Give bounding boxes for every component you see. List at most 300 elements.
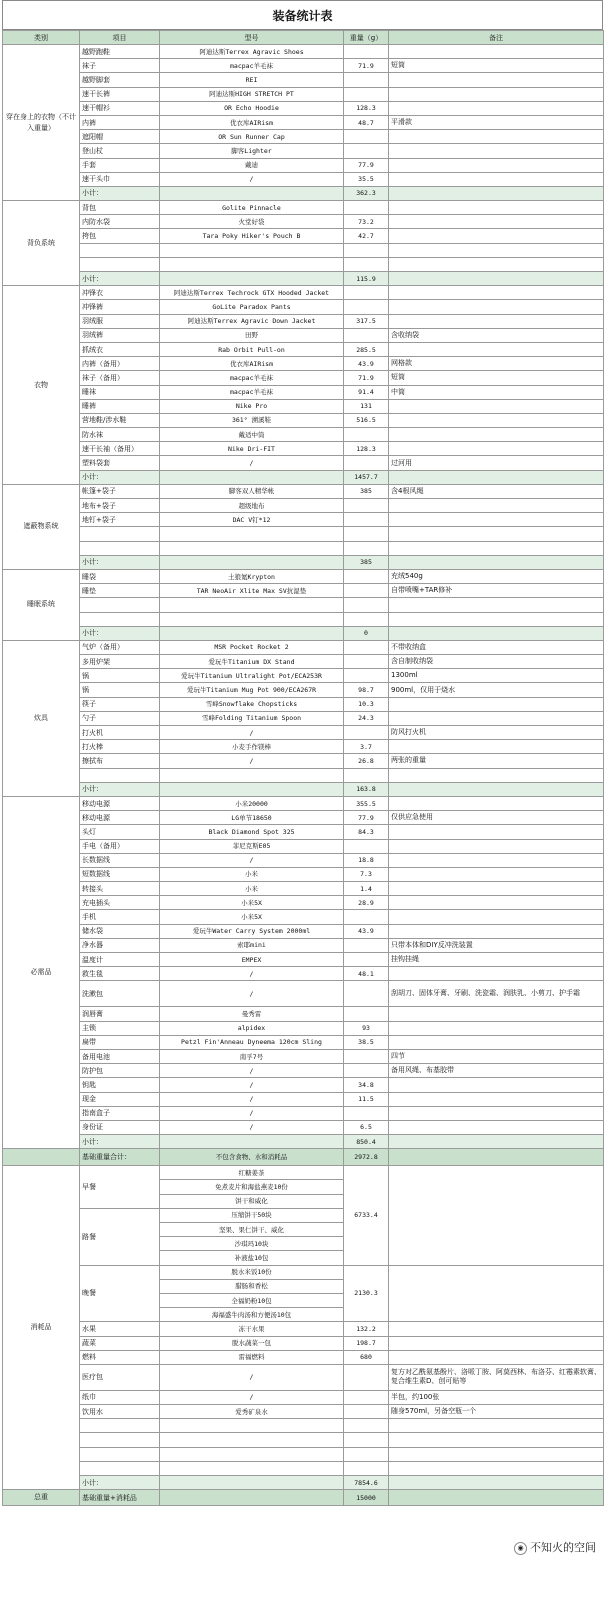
item-cell: 抓绒衣: [80, 342, 160, 356]
model-cell: MSR Pocket Rocket 2: [160, 640, 344, 654]
note-cell: 含自制收纳袋: [389, 655, 604, 669]
subtotal-model-cell: [160, 272, 344, 286]
item-cell: 多用炉架: [80, 655, 160, 669]
meal-note-cell: [389, 1265, 604, 1322]
table-row: [3, 1350, 604, 1364]
table-row: [3, 101, 604, 115]
model-cell: [160, 541, 344, 555]
item-cell: 羽绒服: [80, 314, 160, 328]
header-row: [3, 31, 604, 45]
table-row: [3, 456, 604, 470]
weight-cell: [344, 910, 389, 924]
weight-cell: 18.8: [344, 853, 389, 867]
category-cell: 衣物: [3, 286, 80, 485]
model-cell: /: [160, 853, 344, 867]
table-row: [3, 87, 604, 101]
weight-cell: 10.3: [344, 697, 389, 711]
item-cell: 指南盒子: [80, 1106, 160, 1120]
table-row: [3, 953, 604, 967]
table-row: [3, 967, 604, 981]
note-cell: [389, 87, 604, 101]
table-row: [3, 357, 604, 371]
subtotal-row: [3, 272, 604, 286]
watermark: [511, 1538, 599, 1556]
weight-cell: [344, 726, 389, 740]
note-cell: [389, 1092, 604, 1106]
subtotal-weight: 850.4: [344, 1135, 389, 1149]
table-row: [3, 768, 604, 782]
model-cell: 索耶mini: [160, 938, 344, 952]
subtotal-note-cell: [389, 626, 604, 640]
weight-cell: [344, 1007, 389, 1021]
weight-cell: [344, 87, 389, 101]
item-cell: 充电插头: [80, 896, 160, 910]
subtotal-weight: 1457.7: [344, 470, 389, 484]
weight-cell: 26.8: [344, 754, 389, 768]
note-cell: [389, 215, 604, 229]
table-row: [3, 867, 604, 881]
item-cell: [80, 1433, 160, 1447]
note-cell: [389, 924, 604, 938]
note-cell: 平滑款: [389, 115, 604, 129]
weight-cell: [344, 1447, 389, 1461]
model-cell: /: [160, 754, 344, 768]
meal-item: 红糖姜茶: [160, 1166, 344, 1180]
subtotal-weight: 0: [344, 626, 389, 640]
item-cell: 内裤: [80, 115, 160, 129]
weight-cell: 198.7: [344, 1336, 389, 1350]
weight-cell: 680: [344, 1350, 389, 1364]
model-cell: 南孚7号: [160, 1049, 344, 1063]
subtotal-model-cell: [160, 782, 344, 796]
model-cell: 小米5X: [160, 910, 344, 924]
weight-cell: [344, 768, 389, 782]
subtotal-weight: 163.8: [344, 782, 389, 796]
total-label: 总重: [3, 1490, 80, 1506]
weight-cell: 71.9: [344, 59, 389, 73]
note-cell: [389, 541, 604, 555]
item-cell: 手电（备用）: [80, 839, 160, 853]
weight-cell: [344, 953, 389, 967]
table-row: [3, 1049, 604, 1063]
table-row: [3, 825, 604, 839]
note-cell: [389, 243, 604, 257]
item-cell: 洗漱包: [80, 981, 160, 1007]
table-row: [3, 428, 604, 442]
weight-cell: 84.3: [344, 825, 389, 839]
item-cell: 打火机: [80, 726, 160, 740]
note-cell: [389, 740, 604, 754]
note-cell: [389, 45, 604, 59]
model-cell: Nike Dri-FIT: [160, 442, 344, 456]
model-cell: 戴迪: [160, 158, 344, 172]
note-cell: [389, 1433, 604, 1447]
category-cell: 必需品: [3, 796, 80, 1148]
weight-cell: [344, 569, 389, 583]
table-row: [3, 215, 604, 229]
note-cell: [389, 1336, 604, 1350]
item-cell: 扁带: [80, 1035, 160, 1049]
model-cell: 阿迪达斯HIGH STRETCH PT: [160, 87, 344, 101]
model-cell: /: [160, 726, 344, 740]
table-row: [3, 385, 604, 399]
table-row: [3, 882, 604, 896]
item-cell: 冲锋衣: [80, 286, 160, 300]
table-row: [3, 640, 604, 654]
subtotal-note-cell: [389, 555, 604, 569]
item-cell: [80, 541, 160, 555]
item-cell: 储水袋: [80, 924, 160, 938]
weight-cell: [344, 428, 389, 442]
note-cell: [389, 1078, 604, 1092]
model-cell: [160, 612, 344, 626]
item-cell: 速干头巾: [80, 172, 160, 186]
wechat-icon: ◉: [514, 1542, 527, 1555]
note-cell: [389, 711, 604, 725]
item-cell: 温度计: [80, 953, 160, 967]
model-cell: 阿迪达斯Terrex Agravic Shoes: [160, 45, 344, 59]
table-row: [3, 669, 604, 683]
model-cell: 小米20000: [160, 796, 344, 810]
note-cell: [389, 442, 604, 456]
weight-cell: [344, 527, 389, 541]
weight-cell: 1.4: [344, 882, 389, 896]
item-cell: 筷子: [80, 697, 160, 711]
model-cell: macpac羊毛袜: [160, 371, 344, 385]
weight-cell: [344, 655, 389, 669]
note-cell: [389, 1322, 604, 1336]
weight-cell: 42.7: [344, 229, 389, 243]
note-cell: [389, 598, 604, 612]
note-cell: [389, 499, 604, 513]
table-row: [3, 1364, 604, 1390]
weight-cell: 285.5: [344, 342, 389, 356]
meal-row: [3, 1265, 604, 1279]
model-cell: 脚客双人精华帐: [160, 484, 344, 498]
item-cell: 气炉（备用）: [80, 640, 160, 654]
meal-label: 晚餐: [80, 1265, 160, 1322]
note-cell: [389, 257, 604, 271]
note-cell: 自带喷嘴+TAR修补: [389, 584, 604, 598]
model-cell: Black Diamond Spot 325: [160, 825, 344, 839]
table-row: [3, 1106, 604, 1120]
total-weight: 15000: [344, 1490, 389, 1506]
weight-cell: 43.9: [344, 357, 389, 371]
item-cell: 勺子: [80, 711, 160, 725]
model-cell: /: [160, 967, 344, 981]
item-cell: 锅: [80, 669, 160, 683]
model-cell: LG单节18650: [160, 811, 344, 825]
model-cell: 雷福燃料: [160, 1350, 344, 1364]
item-cell: 备用电池: [80, 1049, 160, 1063]
item-cell: 纸巾: [80, 1390, 160, 1404]
header-weight: 重量（g）: [344, 31, 389, 45]
item-cell: 擦拭布: [80, 754, 160, 768]
note-cell: [389, 910, 604, 924]
table-row: [3, 981, 604, 1007]
item-cell: [80, 257, 160, 271]
meal-item: 免煮麦片和海盐燕麦10份: [160, 1180, 344, 1194]
table-row: [3, 938, 604, 952]
model-cell: DAC V钉*12: [160, 513, 344, 527]
model-cell: TAR NeoAir Xlite Max SV抗湿垫: [160, 584, 344, 598]
weight-cell: [344, 1364, 389, 1390]
meal-label: 早餐: [80, 1166, 160, 1209]
weight-cell: 35.5: [344, 172, 389, 186]
item-cell: 净水器: [80, 938, 160, 952]
model-cell: /: [160, 981, 344, 1007]
item-cell: 锅: [80, 683, 160, 697]
table-row: [3, 300, 604, 314]
subtotal-model-cell: [160, 186, 344, 200]
note-cell: 只带本体和DIY反冲洗装置: [389, 938, 604, 952]
item-cell: 主锁: [80, 1021, 160, 1035]
model-cell: REI: [160, 73, 344, 87]
subtotal-note-cell: [389, 272, 604, 286]
note-cell: 挂钩挂绳: [389, 953, 604, 967]
meal-item: 压缩饼干50块: [160, 1208, 344, 1222]
header-note: 备注: [389, 31, 604, 45]
table-row: [3, 655, 604, 669]
item-cell: 袜子: [80, 59, 160, 73]
header-category: 类别: [3, 31, 80, 45]
item-cell: 睡裤: [80, 399, 160, 413]
item-cell: 越野脚套: [80, 73, 160, 87]
model-cell: 爱玩牛Water Carry System 2000ml: [160, 924, 344, 938]
note-cell: [389, 896, 604, 910]
note-cell: [389, 853, 604, 867]
table-row: [3, 1390, 604, 1404]
subtotal-label: 小计：: [80, 186, 160, 200]
weight-cell: [344, 598, 389, 612]
meal-item: 补液盐10包: [160, 1251, 344, 1265]
note-cell: [389, 1447, 604, 1461]
subtotal-weight: 7854.6: [344, 1476, 389, 1490]
table-row: [3, 839, 604, 853]
note-cell: [389, 882, 604, 896]
weight-cell: [344, 1433, 389, 1447]
weight-cell: [344, 499, 389, 513]
weight-cell: 516.5: [344, 413, 389, 427]
subtotal-label: 小计：: [80, 470, 160, 484]
note-cell: 短筒: [389, 371, 604, 385]
weight-cell: [344, 1049, 389, 1063]
model-cell: 田野: [160, 328, 344, 342]
table-row: [3, 1419, 604, 1433]
note-cell: 充绒540g: [389, 569, 604, 583]
weight-cell: [344, 1419, 389, 1433]
item-cell: 防护包: [80, 1064, 160, 1078]
table-row: [3, 59, 604, 73]
model-cell: Petzl Fin'Anneau Dyneema 120cm Sling: [160, 1035, 344, 1049]
weight-cell: [344, 243, 389, 257]
subtotal-model-cell: [160, 1476, 344, 1490]
item-cell: 登山杖: [80, 144, 160, 158]
total-note-cell: [389, 1490, 604, 1506]
model-cell: /: [160, 172, 344, 186]
note-cell: [389, 144, 604, 158]
model-cell: 火堂好袋: [160, 215, 344, 229]
weight-cell: 28.9: [344, 896, 389, 910]
subtotal-label: 小计：: [80, 1476, 160, 1490]
weight-cell: 131: [344, 399, 389, 413]
item-cell: 睡袋: [80, 569, 160, 583]
table-row: [3, 73, 604, 87]
note-cell: [389, 300, 604, 314]
weight-cell: 91.4: [344, 385, 389, 399]
category-cell: 睡眠系统: [3, 569, 80, 640]
weight-cell: 98.7: [344, 683, 389, 697]
item-cell: 现金: [80, 1092, 160, 1106]
subtotal-note-cell: [389, 1135, 604, 1149]
model-cell: Rab Orbit Pull-on: [160, 342, 344, 356]
base-weight-value: 2972.8: [344, 1149, 389, 1166]
item-cell: 地钉+袋子: [80, 513, 160, 527]
table-row: [3, 1322, 604, 1336]
weight-cell: [344, 1405, 389, 1419]
model-cell: 361° 溯溪鞋: [160, 413, 344, 427]
table-row: [3, 740, 604, 754]
weight-cell: [344, 839, 389, 853]
subtotal-weight: 385: [344, 555, 389, 569]
note-cell: 随身570ml，另备空瓶一个: [389, 1405, 604, 1419]
model-cell: 爱玩牛Titanium DX Stand: [160, 655, 344, 669]
item-cell: 睡垫: [80, 584, 160, 598]
category-cell: 消耗品: [3, 1166, 80, 1490]
item-cell: 塑料袋套: [80, 456, 160, 470]
note-cell: 仅供应急使用: [389, 811, 604, 825]
weight-cell: [344, 328, 389, 342]
model-cell: 爱秀矿泉水: [160, 1405, 344, 1419]
table-row: [3, 584, 604, 598]
meal-item: 饼干和威化: [160, 1194, 344, 1208]
item-cell: 医疗包: [80, 1364, 160, 1390]
item-cell: 内防水袋: [80, 215, 160, 229]
item-cell: 冲锋裤: [80, 300, 160, 314]
table-row: [3, 45, 604, 59]
table-row: [3, 1092, 604, 1106]
weight-cell: 38.5: [344, 1035, 389, 1049]
model-cell: /: [160, 1364, 344, 1390]
table-row: [3, 314, 604, 328]
note-cell: [389, 201, 604, 215]
table-row: [3, 1120, 604, 1134]
model-cell: 土狼氪Krypton: [160, 569, 344, 583]
weight-cell: 128.3: [344, 101, 389, 115]
subtotal-note-cell: [389, 186, 604, 200]
table-row: [3, 115, 604, 129]
table-row: [3, 1461, 604, 1475]
model-cell: 雪峰Folding Titanium Spoon: [160, 711, 344, 725]
note-cell: [389, 527, 604, 541]
table-row: [3, 201, 604, 215]
weight-cell: [344, 1106, 389, 1120]
item-cell: 蔬菜: [80, 1336, 160, 1350]
item-cell: 水果: [80, 1322, 160, 1336]
table-row: [3, 1405, 604, 1419]
subtotal-weight: 362.3: [344, 186, 389, 200]
model-cell: [160, 243, 344, 257]
note-cell: 1300ml: [389, 669, 604, 683]
weight-cell: [344, 669, 389, 683]
note-cell: 含4根风绳: [389, 484, 604, 498]
item-cell: 燃料: [80, 1350, 160, 1364]
weight-cell: 355.5: [344, 796, 389, 810]
note-cell: [389, 1035, 604, 1049]
item-cell: 长数据线: [80, 853, 160, 867]
model-cell: OR Sun Runner Cap: [160, 130, 344, 144]
note-cell: [389, 73, 604, 87]
table-row: [3, 697, 604, 711]
table-row: [3, 1064, 604, 1078]
item-cell: 短数据线: [80, 867, 160, 881]
weight-cell: [344, 257, 389, 271]
equipment-table: [2, 30, 604, 1506]
note-cell: [389, 867, 604, 881]
item-cell: 手机: [80, 910, 160, 924]
note-cell: [389, 229, 604, 243]
note-cell: [389, 697, 604, 711]
item-cell: 营地鞋/涉水鞋: [80, 413, 160, 427]
note-cell: [389, 130, 604, 144]
note-cell: 过河用: [389, 456, 604, 470]
weight-cell: [344, 1461, 389, 1475]
weight-cell: 48.1: [344, 967, 389, 981]
model-cell: 小麦手作镁棒: [160, 740, 344, 754]
weight-cell: 73.2: [344, 215, 389, 229]
item-cell: 羽绒裤: [80, 328, 160, 342]
table-row: [3, 796, 604, 810]
weight-cell: [344, 45, 389, 59]
model-cell: alpidex: [160, 1021, 344, 1035]
model-cell: 阿迪达斯Terrex Agravic Down Jacket: [160, 314, 344, 328]
note-cell: [389, 839, 604, 853]
item-cell: 防水袜: [80, 428, 160, 442]
table-row: [3, 726, 604, 740]
note-cell: [389, 1021, 604, 1035]
weight-cell: 34.8: [344, 1078, 389, 1092]
weight-cell: 71.9: [344, 371, 389, 385]
subtotal-row: [3, 470, 604, 484]
note-cell: 900ml，仅用于烧水: [389, 683, 604, 697]
model-cell: /: [160, 456, 344, 470]
subtotal-label: 小计：: [80, 272, 160, 286]
item-cell: 转接头: [80, 882, 160, 896]
table-row: [3, 612, 604, 626]
item-cell: [80, 612, 160, 626]
model-cell: /: [160, 1390, 344, 1404]
item-cell: 速干长裤: [80, 87, 160, 101]
item-cell: 打火棒: [80, 740, 160, 754]
item-cell: 袜子（备用）: [80, 371, 160, 385]
note-cell: [389, 825, 604, 839]
item-cell: 速干帽衫: [80, 101, 160, 115]
weight-cell: 128.3: [344, 442, 389, 456]
item-cell: 润唇膏: [80, 1007, 160, 1021]
item-cell: [80, 598, 160, 612]
model-cell: /: [160, 1078, 344, 1092]
base-note-cell: [389, 1149, 604, 1166]
note-cell: [389, 172, 604, 186]
subtotal-note-cell: [389, 1476, 604, 1490]
note-cell: [389, 1419, 604, 1433]
table-row: [3, 1447, 604, 1461]
note-cell: [389, 768, 604, 782]
category-cell: 穿在身上的衣物（不计入重量）: [3, 45, 80, 201]
item-cell: 速干长袖（备用）: [80, 442, 160, 456]
weight-cell: 93: [344, 1021, 389, 1035]
table-row: [3, 1035, 604, 1049]
